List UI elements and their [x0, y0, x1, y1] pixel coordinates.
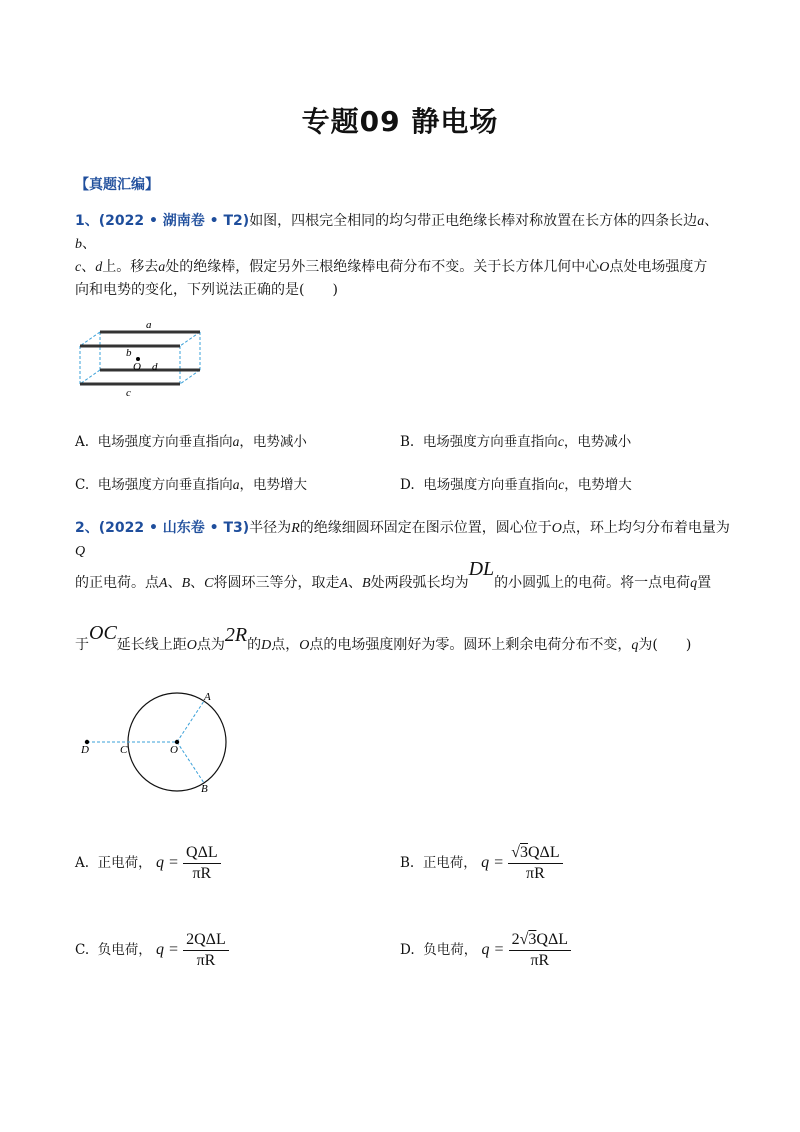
q2-ring-figure — [75, 685, 255, 797]
svg-text:B: B — [201, 783, 208, 795]
q1-text: 1、(2022 • 湖南卷 • T2)如图，四根完全相同的均匀带正电绝缘长棒对称放置在长方体的四条长边a、b、 c、d上。移去a处的绝缘棒，假定另外三根绝缘棒电荷分布不变。关于长方体几何中心O点处电场强度方 向和电势的变化，下列说法正确的是( ) — [75, 213, 719, 298]
svg-text:A: A — [204, 691, 211, 703]
section-label: 【真题汇编】 — [75, 177, 159, 193]
q2-option-c[interactable]: C. 负电荷， q = $\frac{\text{2QΔL}}{\pi R}$ — [75, 930, 229, 971]
q2-line1: 2、(2022 • 山东卷 • T3)半径为R的绝缘细圆环固定在图示位置，圆心位于O点，环上均匀分布着电量为Q — [75, 520, 730, 559]
q2-option-b[interactable]: B. 正电荷， q = $\frac{\text{√3QΔL}}{\pi R}$ — [400, 843, 563, 884]
label-a: a — [146, 319, 152, 331]
q2-source: 2、(2022 • 山东卷 • T3) — [75, 520, 250, 536]
q2-line2: 的正电荷。点A、B、C将圆环三等分，取走A、B处两段弧长均为DL的小圆弧上的电荷。将一点电荷q置 — [75, 558, 712, 591]
q1-source: 1、(2022 • 湖南卷 • T2) — [75, 213, 250, 229]
q1-cuboid-figure — [70, 318, 220, 400]
label-b: b — [126, 347, 132, 359]
svg-text:C: C — [120, 744, 128, 756]
label-o: O — [133, 361, 141, 373]
q2-line3: 于OC延长线上距O点为2R的D点，O点的电场强度刚好为零。圆环上剩余电荷分布不变，q为( ) — [75, 622, 692, 653]
q1-option-a[interactable]: A. 电场强度方向垂直指向a，电势减小 — [75, 434, 307, 450]
q1-option-b[interactable]: B. 电场强度方向垂直指向c，电势减小 — [400, 434, 632, 450]
q2-option-a[interactable]: A. 正电荷， q = $\frac{\text{QΔL}}{\pi R}$ — [75, 843, 221, 884]
q1-option-c[interactable]: C. 电场强度方向垂直指向a，电势增大 — [75, 477, 307, 493]
label-c: c — [126, 387, 131, 399]
svg-text:D: D — [81, 744, 89, 756]
q2-option-d[interactable]: D. 负电荷， q = $\frac{\text{2√3QΔL}}{\pi R}$ — [400, 930, 571, 971]
delta-l-symbol: DL — [468, 558, 495, 580]
label-d: d — [152, 361, 158, 373]
svg-text:O: O — [170, 744, 178, 756]
page-title: 专题09 静电场 — [301, 105, 499, 138]
q1-option-d[interactable]: D. 电场强度方向垂直指向c，电势增大 — [400, 477, 632, 493]
